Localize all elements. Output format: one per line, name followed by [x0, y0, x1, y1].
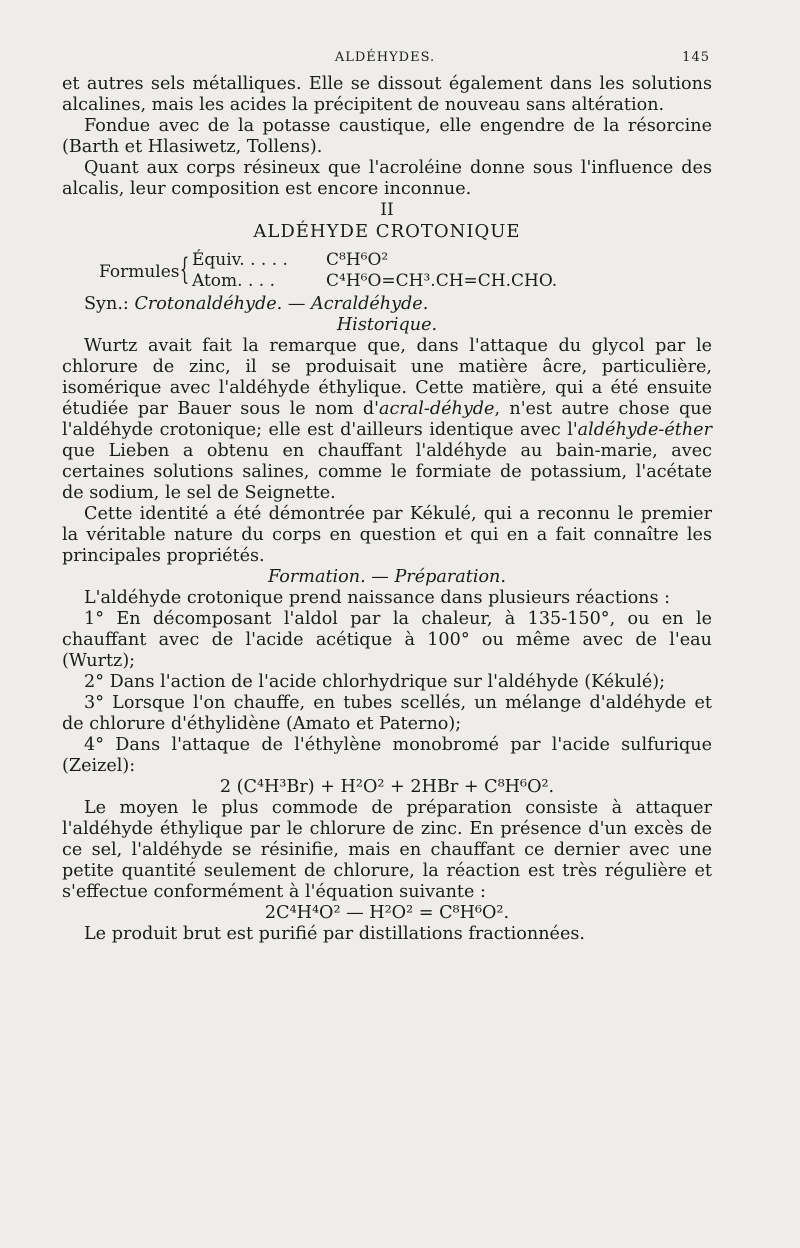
paragraph: et autres sels métalliques. Elle se dissout également dans les solutions alcalines, mais les acides la précipitent de nouveau sans altération.	[62, 74, 712, 115]
text-run: Wurtz avait fait la remarque que, dans l'attaque du glycol par le chlorure de zinc, il se produisait une matière âcre, particulière, isomérique avec l'aldéhyde éthylique. Cette matière, qui a été ensuite étudiée par Bauer sous le nom d'	[62, 336, 712, 419]
formation-item-3: 3° Lorsque l'on chauffe, en tubes scellés, un mélange d'aldéhyde et de chlorure d'éthylidène (Amato et Paterno);	[62, 693, 712, 734]
historique-paragraph-1	[62, 336, 712, 504]
equation-1: 2 (C⁴H³Br) + H²O² + 2HBr + C⁸H⁶O².	[219, 777, 555, 797]
historique-heading: Historique.	[336, 315, 438, 335]
text-run: , n'est autre chose que l'aldéhyde crotonique; elle est d'ailleurs identique avec l'	[62, 399, 713, 440]
formation-intro: L'aldéhyde crotonique prend naissance dans plusieurs réactions :	[84, 588, 671, 608]
atom-formula: C⁴H⁶O=CH³.CH=CH.CHO.	[326, 271, 558, 291]
section-title: ALDÉHYDE CROTONIQUE	[253, 221, 521, 242]
page-number: 145	[682, 50, 710, 65]
synonyms-prefix: Syn.:	[84, 294, 129, 314]
running-header	[60, 50, 710, 72]
section-number: II	[380, 200, 394, 220]
formation-item-2: 2° Dans l'action de l'acide chlorhydrique sur l'aldéhyde (Kékulé);	[84, 672, 666, 692]
term-acraldehyde: acral-déhyde	[379, 399, 495, 419]
formulas-label: Formules	[99, 262, 180, 282]
header-title: ALDÉHYDES.	[334, 50, 436, 65]
equiv-formula: C⁸H⁶O²	[326, 250, 389, 270]
paragraph: Quant aux corps résineux que l'acroléine donne sous l'influence des alcalis, leur composition est encore inconnue.	[62, 158, 712, 199]
page-body	[62, 74, 712, 945]
synonyms-line	[62, 294, 712, 315]
final-paragraph: Le produit brut est purifié par distillations fractionnées.	[84, 924, 585, 944]
brace: {	[179, 252, 190, 287]
formation-heading: Formation. — Préparation.	[268, 567, 506, 587]
preparation-paragraph: Le moyen le plus commode de préparation consiste à attaquer l'aldéhyde éthylique par le chlorure de zinc. En présence d'un excès de ce sel, l'aldéhyde se résinifie, mais en chauffant ce dernier avec une petite quantité seulement de chlorure, la réaction est très régulière et s'effectue conformément à l'équation suivante :	[62, 798, 712, 902]
atom-label: Atom. . . .	[192, 271, 275, 291]
text-run: que Lieben a obtenu en chauffant l'aldéhyde au bain-marie, avec certaines solutions salines, comme le formiate de potassium, l'acétate de sodium, le sel de Seignette.	[62, 441, 712, 503]
formation-item-1: 1° En décomposant l'aldol par la chaleur, à 135-150°, ou en le chauffant avec de l'acide acétique à 100° ou même avec de l'eau (Wurtz);	[62, 609, 712, 671]
formation-item-4: 4° Dans l'attaque de l'éthylène monobromé par l'acide sulfurique (Zeizel):	[62, 735, 712, 776]
historique-paragraph-2: Cette identité a été démontrée par Kékulé, qui a reconnu le premier la véritable nature du corps en question et qui en a fait connaître les principales propriétés.	[62, 504, 712, 566]
synonyms-names: Crotonaldéhyde. — Acraldéhyde.	[134, 294, 429, 314]
equation-2: 2C⁴H⁴O² — H²O² = C⁸H⁶O².	[264, 903, 510, 923]
term-aldehyde-ether: aldéhyde-éther	[577, 420, 712, 440]
formula-block	[62, 250, 712, 294]
paragraph: Fondue avec de la potasse caustique, elle engendre de la résorcine (Barth et Hlasiwetz, Tollens).	[62, 116, 712, 157]
equiv-label: Équiv. . . . .	[192, 250, 288, 270]
